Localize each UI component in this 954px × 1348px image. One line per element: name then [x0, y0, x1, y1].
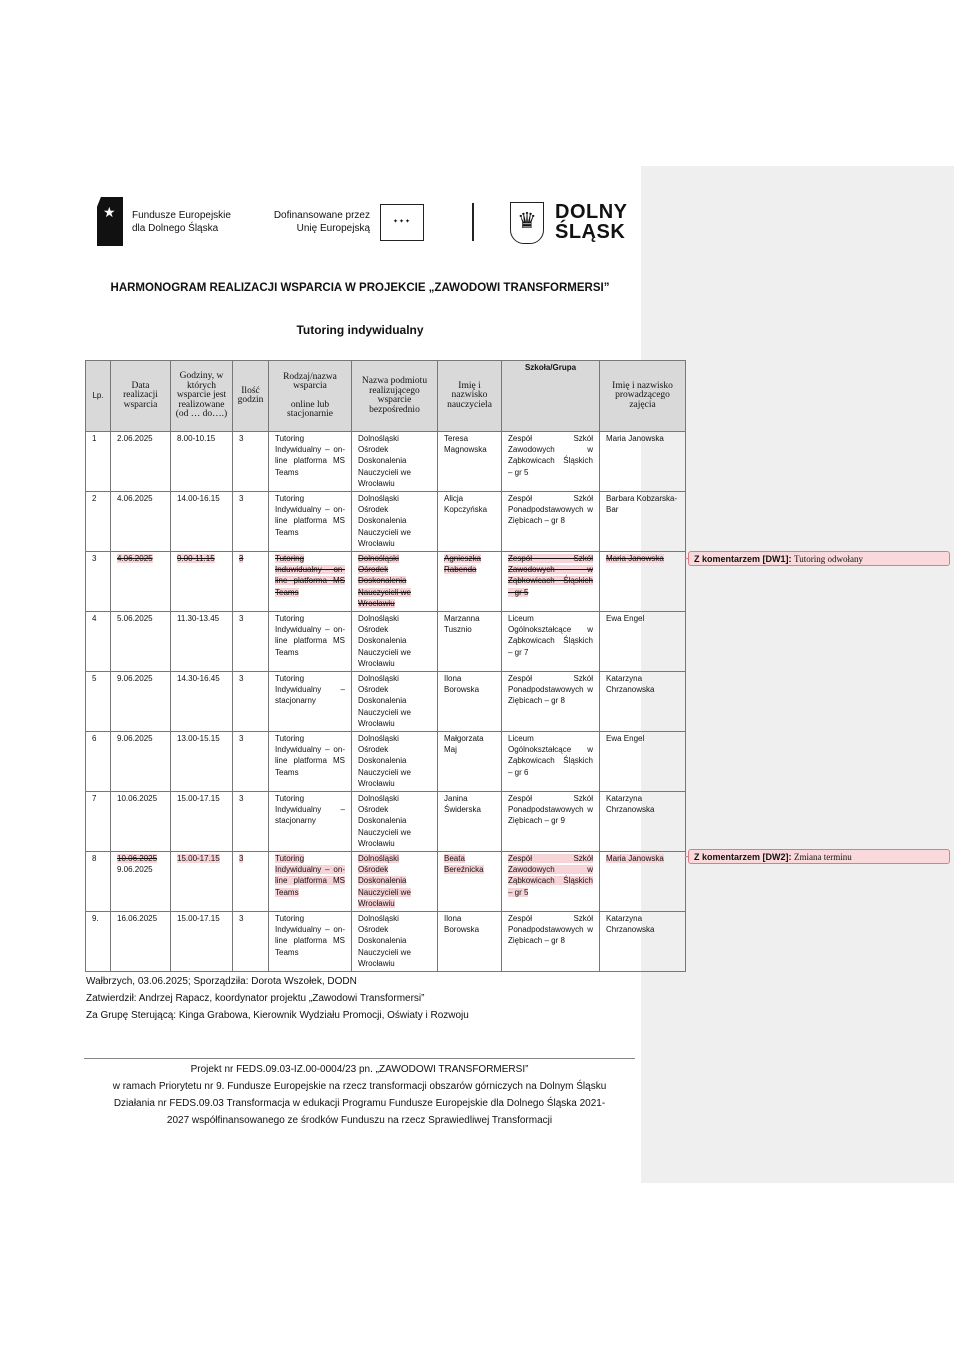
date-text: 9.06.2025: [117, 674, 153, 683]
cell-school: [502, 432, 600, 492]
entity-text: Dolnośląski Ośrodek Doskonalenia Nauczycieli we Wrocławiu: [358, 794, 411, 848]
note-line: Za Grupę Sterującą: Kinga Grabowa, Kierownik Wydziału Promocji, Oświaty i Rozwoju: [86, 1010, 469, 1021]
cell-count: [233, 552, 269, 612]
cell-hours: [171, 732, 233, 792]
cell-count: [233, 612, 269, 672]
school-text: Liceum Ogólnokształcące w Ząbkowicach Śląskich – gr 7: [508, 614, 593, 657]
cell-school: [502, 492, 600, 552]
school-text: Zespół Szkół Zawodowych w Ząbkowicach Śląskich – gr 5: [508, 434, 593, 477]
fe-logo-text: [132, 209, 231, 235]
footer-line: w ramach Priorytetu nr 9. Fundusze Europejskie na rzecz transformacji obszarów górniczych na Dolnym Śląsku: [112, 1081, 607, 1092]
leader-text: Ewa Engel: [606, 614, 645, 623]
cell-lp: [86, 492, 111, 552]
leader-text: Maria Janowska: [606, 854, 664, 863]
entity-text: Dolnośląski Ośrodek Doskonalenia Nauczycieli we Wrocławiu: [358, 854, 411, 908]
cell-entity: [352, 672, 438, 732]
note-line: Wałbrzych, 03.06.2025; Sporządziła: Dorota Wszołek, DODN: [86, 976, 357, 987]
type-text: Tutoring Indywidualny – stacjonarny: [275, 674, 345, 706]
cell-entity: [352, 792, 438, 852]
table-row: [86, 912, 686, 972]
leader-text: Katarzyna Chrzanowska: [606, 794, 655, 815]
cell-teacher: [438, 912, 502, 972]
eu-text-line: Dofinansowane przez: [273, 210, 370, 221]
hours-text: 15.00-17.15: [177, 854, 220, 863]
hours-text: 15.00-17.15: [177, 794, 220, 803]
cell-hours: [171, 492, 233, 552]
cell-count: [233, 732, 269, 792]
teacher-text: Ilona Borowska: [444, 914, 480, 935]
date-text: 2.06.2025: [117, 434, 153, 443]
date-text: 4.06.2025: [117, 554, 153, 563]
date-text: 5.06.2025: [117, 614, 153, 623]
cell-entity: [352, 432, 438, 492]
table-row: [86, 492, 686, 552]
cell-type: [269, 432, 352, 492]
teacher-text: Ilona Borowska: [444, 674, 480, 695]
type-text: Tutoring Indywidualny – on-line platforma MS Teams: [275, 734, 345, 777]
cell-teacher: [438, 792, 502, 852]
comment-label: Z komentarzem [DW2]:: [694, 852, 792, 862]
cell-type: [269, 732, 352, 792]
table-section: [85, 360, 685, 1024]
leader-text: Katarzyna Chrzanowska: [606, 674, 655, 695]
cell-date: [111, 612, 171, 672]
cell-entity: [352, 612, 438, 672]
cell-school: [502, 732, 600, 792]
type-text: Tutoring Indywidualny – on-line platforma MS Teams: [275, 914, 345, 957]
cell-count: [233, 432, 269, 492]
cell-date: [111, 492, 171, 552]
col-type-sub: online lub stacjonarnie: [287, 399, 333, 419]
type-text: Tutoring Indywidualny – on-line platforma MS Teams: [275, 494, 345, 537]
count-text: 3: [239, 494, 244, 503]
count-text: 3: [239, 554, 244, 563]
cell-date: [111, 552, 171, 612]
cell-entity: [352, 852, 438, 912]
entity-text: Dolnośląski Ośrodek Doskonalenia Nauczycieli we Wrocławiu: [358, 674, 411, 728]
cell-hours: [171, 552, 233, 612]
cell-school: [502, 912, 600, 972]
col-count: Ilość godzin: [233, 361, 269, 432]
cell-lp: [86, 432, 111, 492]
cell-entity: [352, 732, 438, 792]
date-text: 9.06.2025: [117, 865, 153, 875]
leader-text: Maria Janowska: [606, 434, 664, 443]
cell-lp: [86, 912, 111, 972]
cell-lp: [86, 612, 111, 672]
cell-type: [269, 492, 352, 552]
count-text: 3: [239, 914, 244, 923]
school-text: Liceum Ogólnokształcące w Ząbkowicach Śląskich – gr 6: [508, 734, 593, 777]
cell-leader: [600, 732, 686, 792]
cell-teacher: [438, 852, 502, 912]
lp-text: 7: [92, 794, 97, 803]
type-text: Tutoring Induwidualny – on-line platforma MS Teams: [275, 554, 345, 597]
table-row: [86, 432, 686, 492]
cell-leader: [600, 552, 686, 612]
cell-hours: [171, 672, 233, 732]
hours-text: 8.00-10.15: [177, 434, 216, 443]
entity-text: Dolnośląski Ośrodek Doskonalenia Nauczycieli we Wrocławiu: [358, 554, 411, 608]
school-text: Zespół Szkół Ponadpodstawowych w Ziębicach – gr 8: [508, 674, 593, 706]
school-text: Zespół Szkół Ponadpodstawowych w Ziębicach – gr 8: [508, 914, 593, 946]
cell-school: [502, 852, 600, 912]
hours-text: 9.00-11.15: [177, 554, 215, 563]
school-text: Zespół Szkół Ponadpodstawowych w Ziębicach – gr 8: [508, 494, 593, 526]
hours-text: 11.30-13.45: [177, 614, 220, 623]
cell-leader: [600, 492, 686, 552]
comment-text: Zmiana terminu: [794, 852, 852, 862]
cell-school: [502, 672, 600, 732]
comment-dw2[interactable]: [688, 849, 950, 864]
cell-teacher: [438, 432, 502, 492]
old-date: 10.06.2025: [117, 854, 158, 863]
note-line: Zatwierdził: Andrzej Rapacz, koordynator projektu „Zawodowi Transformersi”: [86, 993, 425, 1004]
count-text: 3: [239, 794, 244, 803]
count-text: 3: [239, 854, 244, 863]
cell-leader: [600, 672, 686, 732]
cell-lp: [86, 672, 111, 732]
col-type: [269, 361, 352, 432]
fe-logo-line: Fundusze Europejskie: [132, 210, 231, 221]
count-text: 3: [239, 434, 244, 443]
col-hours: Godziny, w których wsparcie jest realizowane (od … do….): [171, 361, 233, 432]
lp-text: 6: [92, 734, 97, 743]
cell-hours: [171, 912, 233, 972]
col-school: Szkoła/Grupa: [502, 361, 600, 432]
eu-text-line: Unię Europejską: [296, 223, 370, 234]
teacher-text: Marzanna Tusznio: [444, 614, 480, 635]
comment-label: Z komentarzem [DW1]:: [694, 554, 792, 564]
cell-hours: [171, 612, 233, 672]
cell-type: [269, 672, 352, 732]
type-text: Tutoring Indywidualny – stacjonarny: [275, 794, 345, 826]
cell-teacher: [438, 732, 502, 792]
comments-pane: [641, 166, 954, 1183]
col-date: Data realizacji wsparcia: [111, 361, 171, 432]
cell-lp: [86, 552, 111, 612]
cell-hours: [171, 792, 233, 852]
date-text: 10.06.2025: [117, 794, 158, 803]
comment-text: Tutoring odwołany: [794, 554, 863, 564]
table-row: [86, 612, 686, 672]
cell-leader: [600, 912, 686, 972]
cell-date: [111, 792, 171, 852]
footer-line: Projekt nr FEDS.09.03-IZ.00-0004/23 pn. „ZAWODOWI TRANSFORMERSI”: [190, 1064, 529, 1075]
region-logo: [555, 202, 628, 242]
cell-lp: [86, 792, 111, 852]
cell-date: [111, 432, 171, 492]
logo-bar: [92, 190, 637, 252]
footer-line: 2027 współfinansowanego ze środków Funduszu na rzecz Sprawiedliwej Transformacji: [166, 1115, 553, 1126]
date-text: 16.06.2025: [117, 914, 158, 923]
teacher-text: Alicja Kopczyńska: [444, 494, 488, 515]
cell-date: [111, 912, 171, 972]
table-row: [86, 792, 686, 852]
cell-count: [233, 792, 269, 852]
cell-date: [111, 732, 171, 792]
cell-leader: [600, 612, 686, 672]
leader-text: Maria Janowska: [606, 554, 664, 563]
leader-text: Barbara Kobzarska-Bar: [606, 494, 678, 515]
cell-teacher: [438, 612, 502, 672]
cell-type: [269, 912, 352, 972]
cell-teacher: [438, 492, 502, 552]
leader-text: Ewa Engel: [606, 734, 645, 743]
cell-leader: [600, 432, 686, 492]
fe-logo-line: dla Dolnego Śląska: [132, 223, 219, 234]
date-text: 4.06.2025: [117, 494, 153, 503]
date-text: 9.06.2025: [117, 734, 153, 743]
cell-school: [502, 612, 600, 672]
cell-school: [502, 552, 600, 612]
cell-type: [269, 552, 352, 612]
cell-count: [233, 672, 269, 732]
schedule-table: [85, 360, 686, 972]
cell-entity: [352, 492, 438, 552]
hours-text: 13.00-15.15: [177, 734, 220, 743]
hours-text: 15.00-17.15: [177, 914, 220, 923]
cell-hours: [171, 852, 233, 912]
logo-divider: [472, 203, 474, 241]
footer: [84, 1061, 635, 1129]
teacher-text: Agnieszka Rabenda: [444, 554, 481, 575]
entity-text: Dolnośląski Ośrodek Doskonalenia Nauczycieli we Wrocławiu: [358, 734, 411, 788]
table-row: [86, 732, 686, 792]
lp-text: 5: [92, 674, 97, 683]
lp-text: 8: [92, 854, 97, 863]
lp-text: 4: [92, 614, 97, 623]
cell-date: [111, 672, 171, 732]
cell-type: [269, 792, 352, 852]
region-logo-line: DOLNY: [555, 201, 628, 223]
document-subtitle: Tutoring indywidualny: [296, 323, 424, 337]
entity-text: Dolnośląski Ośrodek Doskonalenia Nauczycieli we Wrocławiu: [358, 914, 411, 968]
comment-dw1[interactable]: [688, 551, 950, 566]
cell-type: [269, 852, 352, 912]
entity-text: Dolnośląski Ośrodek Doskonalenia Nauczycieli we Wrocławiu: [358, 614, 411, 668]
cell-date: [111, 852, 171, 912]
col-entity: Nazwa podmiotu realizującego wsparcie bezpośrednio: [352, 361, 438, 432]
cell-entity: [352, 912, 438, 972]
lp-text: 2: [92, 494, 97, 503]
eagle-crest-icon: ♛: [510, 202, 544, 244]
col-type-label: Rodzaj/nazwa wsparcia: [283, 371, 337, 391]
signatures: [86, 973, 685, 1024]
footer-divider: [84, 1058, 635, 1059]
cell-teacher: [438, 552, 502, 612]
school-text: Zespół Szkół Zawodowych w Ząbkowicach Śląskich – gr 5: [508, 554, 593, 597]
cell-lp: [86, 732, 111, 792]
school-text: Zespół Szkół Ponadpodstawowych w Ziębicach – gr 9: [508, 794, 593, 826]
count-text: 3: [239, 674, 244, 683]
hours-text: 14.00-16.15: [177, 494, 220, 503]
school-text: Zespół Szkół Zawodowych w Ząbkowicach Śląskich – gr 5: [508, 854, 593, 897]
cell-hours: [171, 432, 233, 492]
region-logo-line: ŚLĄSK: [555, 221, 626, 243]
cell-count: [233, 492, 269, 552]
col-teacher: Imię i nazwisko nauczyciela: [438, 361, 502, 432]
col-lp: Lp.: [86, 361, 111, 432]
cell-count: [233, 852, 269, 912]
count-text: 3: [239, 614, 244, 623]
table-row: [86, 672, 686, 732]
type-text: Tutoring Indywidualny – on-line platforma MS Teams: [275, 854, 345, 897]
cell-entity: [352, 552, 438, 612]
cell-count: [233, 912, 269, 972]
cell-school: [502, 792, 600, 852]
teacher-text: Beata Bereźnicka: [444, 854, 484, 875]
eu-flag-icon: ✦✦✦: [380, 204, 424, 241]
col-leader: Imię i nazwisko prowadzącego zajęcia: [600, 361, 686, 432]
star-icon: ★: [103, 204, 116, 220]
entity-text: Dolnośląski Ośrodek Doskonalenia Nauczycieli we Wrocławiu: [358, 494, 411, 548]
entity-text: Dolnośląski Ośrodek Doskonalenia Nauczycieli we Wrocławiu: [358, 434, 411, 488]
lp-text: 9.: [92, 914, 99, 923]
cell-lp: [86, 852, 111, 912]
type-text: Tutoring Indywidualny – on-line platforma MS Teams: [275, 614, 345, 657]
cell-teacher: [438, 672, 502, 732]
teacher-text: Janina Świderska: [444, 794, 481, 815]
document-title: HARMONOGRAM REALIZACJI WSPARCIA W PROJEKCIE „ZAWODOWI TRANSFORMERSI”: [110, 282, 610, 294]
cell-type: [269, 612, 352, 672]
table-row: [86, 552, 686, 612]
leader-text: Katarzyna Chrzanowska: [606, 914, 655, 935]
teacher-text: Teresa Magnowska: [444, 434, 487, 455]
hours-text: 14.30-16.45: [177, 674, 220, 683]
table-header-row: [86, 361, 686, 432]
teacher-text: Małgorzata Maj: [444, 734, 484, 755]
eu-text: [252, 209, 370, 235]
lp-text: 3: [92, 554, 97, 563]
table-row: [86, 852, 686, 912]
cell-leader: [600, 852, 686, 912]
lp-text: 1: [92, 434, 97, 443]
footer-line: Działania nr FEDS.09.03 Transformacja w edukacji Programu Fundusze Europejskie dla Dolnego Śląska 2021-: [113, 1098, 606, 1109]
cell-leader: [600, 792, 686, 852]
type-text: Tutoring Indywidualny – on-line platforma MS Teams: [275, 434, 345, 477]
count-text: 3: [239, 734, 244, 743]
